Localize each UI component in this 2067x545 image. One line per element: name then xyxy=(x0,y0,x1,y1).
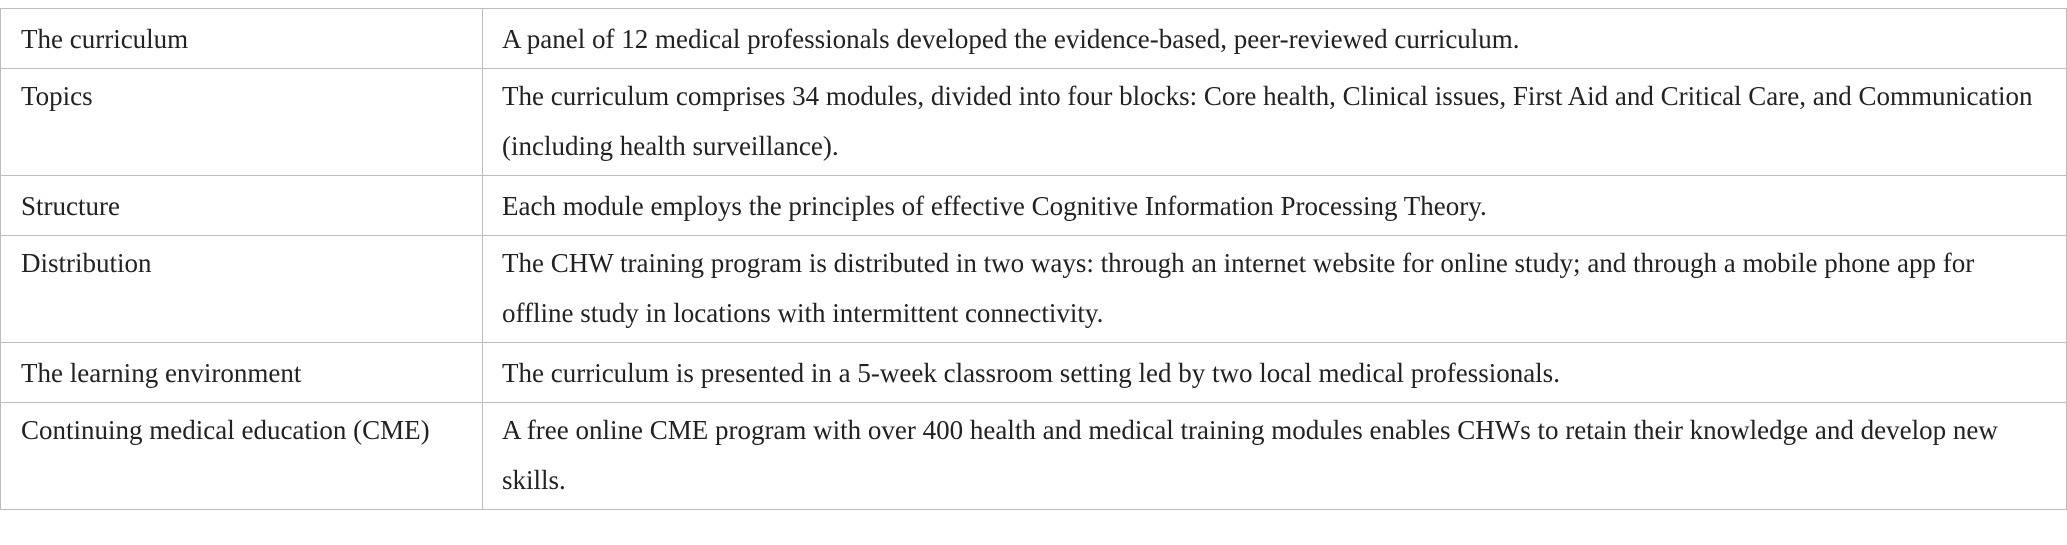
row-value: A free online CME program with over 400 health and medical training modules enables CHWs to retain their knowledge and develop new skills. xyxy=(483,403,2067,510)
table-row xyxy=(1,403,2067,510)
row-label: Distribution xyxy=(1,236,483,343)
table-row xyxy=(1,236,2067,343)
row-value: Each module employs the principles of effective Cognitive Information Processing Theory. xyxy=(483,176,2067,236)
curriculum-table xyxy=(0,8,2067,510)
row-value: The curriculum is presented in a 5-week classroom setting led by two local medical professionals. xyxy=(483,343,2067,403)
row-label: Continuing medical education (CME) xyxy=(1,403,483,510)
curriculum-table-container xyxy=(0,8,2066,510)
table-row xyxy=(1,343,2067,403)
table-row xyxy=(1,9,2067,69)
table-row xyxy=(1,176,2067,236)
row-label: The learning environment xyxy=(1,343,483,403)
row-value: The CHW training program is distributed in two ways: through an internet website for online study; and through a mobile phone app for offline study in locations with intermittent connectivity. xyxy=(483,236,2067,343)
row-label: Topics xyxy=(1,69,483,176)
row-label: Structure xyxy=(1,176,483,236)
row-value: The curriculum comprises 34 modules, divided into four blocks: Core health, Clinical issues, First Aid and Critical Care, and Communication (including health surveillance). xyxy=(483,69,2067,176)
row-label: The curriculum xyxy=(1,9,483,69)
table-row xyxy=(1,69,2067,176)
row-value: A panel of 12 medical professionals developed the evidence-based, peer-reviewed curriculum. xyxy=(483,9,2067,69)
